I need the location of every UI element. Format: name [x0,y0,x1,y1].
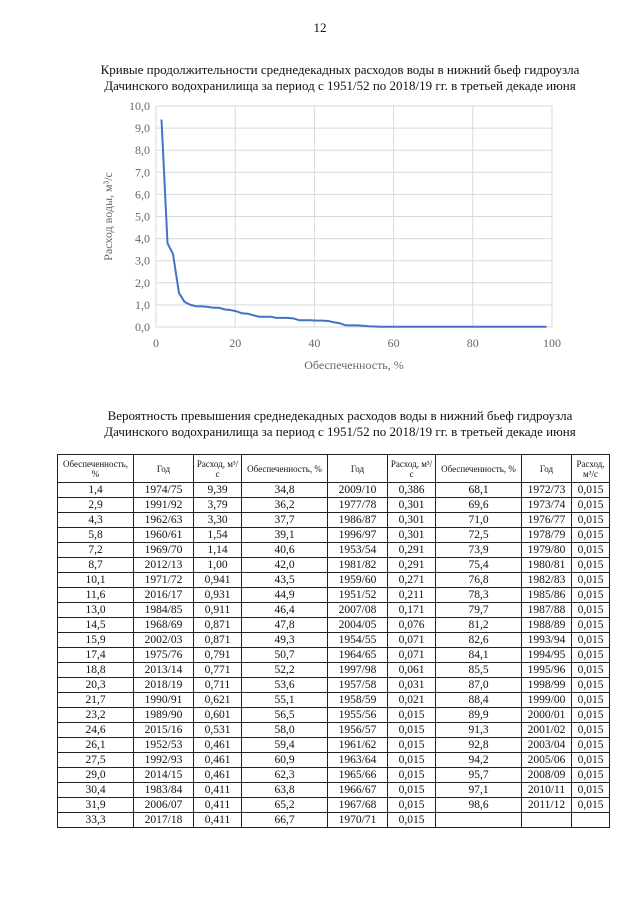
probability-cell: 17,4 [58,648,134,663]
header-probability: Обеспеченность, % [58,455,134,483]
flow-cell: 0,711 [194,678,242,693]
probability-cell: 50,7 [242,648,328,663]
flow-cell: 0,015 [572,498,610,513]
year-cell: 1956/57 [328,723,388,738]
probability-cell: 62,3 [242,768,328,783]
flow-cell: 0,015 [388,768,436,783]
y-tick-label: 9,0 [135,121,150,136]
year-cell: 1989/90 [134,708,194,723]
year-cell: 2015/16 [134,723,194,738]
flow-cell: 0,015 [572,723,610,738]
year-cell: 1978/79 [522,528,572,543]
year-cell: 1990/91 [134,693,194,708]
flow-cell: 0,301 [388,498,436,513]
year-cell: 1983/84 [134,783,194,798]
table-row [58,588,610,603]
table-row [58,768,610,783]
probability-cell: 5,8 [58,528,134,543]
probability-cell: 66,7 [242,813,328,828]
year-cell: 2007/08 [328,603,388,618]
flow-cell: 0,015 [572,798,610,813]
probability-cell [436,813,522,828]
probability-cell: 58,0 [242,723,328,738]
table-row [58,693,610,708]
year-cell: 2003/04 [522,738,572,753]
probability-cell: 89,9 [436,708,522,723]
table-row [58,573,610,588]
probability-table [57,454,610,828]
flow-cell: 3,79 [194,498,242,513]
y-tick-label: 1,0 [135,297,150,312]
year-cell: 1970/71 [328,813,388,828]
probability-cell: 95,7 [436,768,522,783]
year-cell: 2009/10 [328,483,388,498]
year-cell: 1998/99 [522,678,572,693]
probability-cell: 21,7 [58,693,134,708]
year-cell: 1961/62 [328,738,388,753]
year-cell: 2017/18 [134,813,194,828]
table-row [58,558,610,573]
probability-cell: 85,5 [436,663,522,678]
y-tick-label: 10,0 [129,99,150,113]
probability-cell: 39,1 [242,528,328,543]
flow-cell: 0,015 [388,798,436,813]
year-cell: 2010/11 [522,783,572,798]
probability-cell: 63,8 [242,783,328,798]
flow-cell: 0,015 [572,663,610,678]
year-cell: 2012/13 [134,558,194,573]
probability-cell: 29,0 [58,768,134,783]
probability-cell: 11,6 [58,588,134,603]
probability-cell: 91,3 [436,723,522,738]
year-cell: 1987/88 [522,603,572,618]
year-cell: 1965/66 [328,768,388,783]
probability-cell: 37,7 [242,513,328,528]
flow-cell: 0,211 [388,588,436,603]
page-number: 12 [313,20,327,35]
probability-cell: 36,2 [242,498,328,513]
table-title-line-2: Дачинского водохранилища за период с 1951/52 по 2018/19 гг. в третьей декаде июня [104,424,576,439]
probability-cell: 59,4 [242,738,328,753]
flow-cell: 0,015 [572,738,610,753]
year-cell: 2005/06 [522,753,572,768]
table-row [58,633,610,648]
flow-cell: 9,39 [194,483,242,498]
table-row [58,603,610,618]
probability-cell: 33,3 [58,813,134,828]
table-body [58,483,610,828]
flow-cell: 1,54 [194,528,242,543]
probability-cell: 71,0 [436,513,522,528]
year-cell: 1986/87 [328,513,388,528]
probability-cell: 42,0 [242,558,328,573]
x-tick-label: 40 [308,336,321,350]
probability-cell: 98,6 [436,798,522,813]
flow-cell: 0,601 [194,708,242,723]
flow-cell: 0,015 [388,753,436,768]
flow-cell: 0,015 [572,783,610,798]
flow-cell: 0,015 [572,558,610,573]
flow-cell: 0,871 [194,618,242,633]
y-tick-label: 3,0 [135,253,150,268]
probability-cell: 13,0 [58,603,134,618]
year-cell: 1962/63 [134,513,194,528]
table-row [58,513,610,528]
flow-cell: 0,015 [572,573,610,588]
probability-cell: 1,4 [58,483,134,498]
table-row [58,753,610,768]
table-row [58,723,610,738]
flow-cell: 0,015 [572,513,610,528]
table-row [58,483,610,498]
probability-cell: 44,9 [242,588,328,603]
flow-cell: 0,015 [572,618,610,633]
year-cell: 1984/85 [134,603,194,618]
flow-cell: 0,461 [194,738,242,753]
year-cell: 1967/68 [328,798,388,813]
year-cell: 1972/73 [522,483,572,498]
probability-cell: 94,2 [436,753,522,768]
flow-cell: 0,021 [388,693,436,708]
header-flow: Расход, м³/с [194,455,242,483]
probability-cell: 65,2 [242,798,328,813]
probability-cell: 49,3 [242,633,328,648]
year-cell: 1951/52 [328,588,388,603]
year-cell: 2002/03 [134,633,194,648]
probability-cell: 47,8 [242,618,328,633]
year-cell: 2004/05 [328,618,388,633]
flow-cell: 3,30 [194,513,242,528]
probability-cell: 68,1 [436,483,522,498]
year-cell: 1996/97 [328,528,388,543]
year-cell: 1999/00 [522,693,572,708]
x-tick-label: 60 [387,336,400,350]
flow-cell: 0,791 [194,648,242,663]
y-tick-label: 0,0 [135,320,150,334]
year-cell: 1985/86 [522,588,572,603]
year-cell: 1966/67 [328,783,388,798]
probability-cell: 23,2 [58,708,134,723]
year-cell: 2001/02 [522,723,572,738]
probability-cell: 14,5 [58,618,134,633]
probability-cell: 72,5 [436,528,522,543]
chart-title-line-2: Дачинского водохранилища за период с 1951/52 по 2018/19 гг. в третьей декаде июня [104,78,576,93]
probability-cell: 43,5 [242,573,328,588]
probability-cell: 81,2 [436,618,522,633]
flow-cell: 1,14 [194,543,242,558]
table-header-row [58,455,610,483]
year-cell: 1957/58 [328,678,388,693]
probability-cell: 8,7 [58,558,134,573]
probability-cell: 40,6 [242,543,328,558]
year-cell: 1964/65 [328,648,388,663]
x-axis-label: Обеспеченность, % [304,358,404,372]
flow-cell: 0,071 [388,648,436,663]
flow-cell: 0,621 [194,693,242,708]
probability-cell: 2,9 [58,498,134,513]
year-cell: 2000/01 [522,708,572,723]
year-cell: 1974/75 [134,483,194,498]
probability-cell: 92,8 [436,738,522,753]
probability-cell: 52,2 [242,663,328,678]
table-row [58,648,610,663]
probability-cell: 84,1 [436,648,522,663]
chart-title [40,62,640,94]
probability-cell: 7,2 [58,543,134,558]
probability-cell: 24,6 [58,723,134,738]
x-tick-label: 20 [229,336,242,350]
flow-cell: 0,911 [194,603,242,618]
flow-cell: 0,411 [194,798,242,813]
y-tick-label: 6,0 [135,187,150,202]
probability-cell: 27,5 [58,753,134,768]
flow-cell: 0,031 [388,678,436,693]
probability-cell: 4,3 [58,513,134,528]
table-row [58,798,610,813]
year-cell: 1991/92 [134,498,194,513]
flow-cell: 0,531 [194,723,242,738]
probability-cell: 79,7 [436,603,522,618]
flow-cell: 0,931 [194,588,242,603]
flow-cell: 0,071 [388,633,436,648]
probability-cell: 53,6 [242,678,328,693]
flow-cell: 0,015 [572,693,610,708]
table-row [58,738,610,753]
year-cell: 1971/72 [134,573,194,588]
probability-cell: 73,9 [436,543,522,558]
duration-curve-chart [96,96,596,374]
header-probability: Обеспеченность, % [436,455,522,483]
probability-cell: 55,1 [242,693,328,708]
table-row [58,813,610,828]
flow-cell: 0,015 [388,723,436,738]
year-cell: 1975/76 [134,648,194,663]
flow-cell [572,813,610,828]
probability-cell: 97,1 [436,783,522,798]
flow-cell: 0,171 [388,603,436,618]
flow-cell: 0,015 [572,768,610,783]
year-cell: 2013/14 [134,663,194,678]
probability-cell: 10,1 [58,573,134,588]
probability-cell: 78,3 [436,588,522,603]
flow-cell: 0,015 [388,738,436,753]
table-row [58,708,610,723]
flow-cell: 0,015 [388,708,436,723]
flow-cell: 0,015 [388,813,436,828]
year-cell: 2008/09 [522,768,572,783]
probability-cell: 15,9 [58,633,134,648]
flow-cell: 0,015 [572,753,610,768]
table-row [58,543,610,558]
probability-cell: 82,6 [436,633,522,648]
probability-cell: 31,9 [58,798,134,813]
flow-cell: 0,271 [388,573,436,588]
flow-cell: 0,301 [388,528,436,543]
probability-cell: 69,6 [436,498,522,513]
probability-cell: 87,0 [436,678,522,693]
y-axis-label: Расход воды, м³/с [101,172,115,261]
chart-title-line-1: Кривые продолжительности среднедекадных расходов воды в нижний бьеф гидроузла [100,62,580,77]
year-cell: 2016/17 [134,588,194,603]
year-cell: 1954/55 [328,633,388,648]
flow-cell: 0,301 [388,513,436,528]
probability-cell: 30,4 [58,783,134,798]
header-flow: Расход, м³/с [388,455,436,483]
flow-cell: 0,076 [388,618,436,633]
flow-cell: 0,411 [194,783,242,798]
year-cell: 1969/70 [134,543,194,558]
flow-cell: 0,015 [572,543,610,558]
flow-cell: 0,771 [194,663,242,678]
probability-cell: 60,9 [242,753,328,768]
flow-cell: 0,015 [388,783,436,798]
year-cell: 2006/07 [134,798,194,813]
probability-cell: 76,8 [436,573,522,588]
flow-cell: 1,00 [194,558,242,573]
flow-cell: 0,015 [572,528,610,543]
year-cell: 2011/12 [522,798,572,813]
table-title-line-1: Вероятность превышения среднедекадных расходов воды в нижний бьеф гидроузла [107,408,573,423]
year-cell: 1976/77 [522,513,572,528]
flow-cell: 0,386 [388,483,436,498]
year-cell [522,813,572,828]
flow-cell: 0,015 [572,678,610,693]
year-cell: 2014/15 [134,768,194,783]
year-cell: 2018/19 [134,678,194,693]
header-year: Год [134,455,194,483]
x-tick-label: 0 [153,336,159,350]
table-row [58,498,610,513]
year-cell: 1988/89 [522,618,572,633]
header-year: Год [522,455,572,483]
table-title [40,408,640,440]
year-cell: 1959/60 [328,573,388,588]
table-row [58,528,610,543]
table-row [58,663,610,678]
year-cell: 1982/83 [522,573,572,588]
year-cell: 1980/81 [522,558,572,573]
probability-cell: 34,8 [242,483,328,498]
y-tick-label: 5,0 [135,209,150,224]
year-cell: 1977/78 [328,498,388,513]
flow-cell: 0,015 [572,648,610,663]
year-cell: 1963/64 [328,753,388,768]
year-cell: 1955/56 [328,708,388,723]
year-cell: 1995/96 [522,663,572,678]
x-tick-label: 80 [466,336,479,350]
probability-cell: 26,1 [58,738,134,753]
year-cell: 1953/54 [328,543,388,558]
flow-cell: 0,291 [388,543,436,558]
header-year: Год [328,455,388,483]
y-tick-label: 7,0 [135,165,150,180]
y-tick-label: 2,0 [135,275,150,290]
year-cell: 1994/95 [522,648,572,663]
probability-cell: 75,4 [436,558,522,573]
flow-cell: 0,291 [388,558,436,573]
y-tick-label: 8,0 [135,143,150,158]
probability-cell: 46,4 [242,603,328,618]
year-cell: 1952/53 [134,738,194,753]
year-cell: 1968/69 [134,618,194,633]
year-cell: 1992/93 [134,753,194,768]
probability-cell: 88,4 [436,693,522,708]
flow-cell: 0,411 [194,813,242,828]
year-cell: 1958/59 [328,693,388,708]
probability-cell: 20,3 [58,678,134,693]
header-probability: Обеспеченность, % [242,455,328,483]
year-cell: 1997/98 [328,663,388,678]
flow-cell: 0,015 [572,603,610,618]
year-cell: 1960/61 [134,528,194,543]
flow-cell: 0,061 [388,663,436,678]
y-tick-label: 4,0 [135,231,150,246]
year-cell: 1981/82 [328,558,388,573]
year-cell: 1979/80 [522,543,572,558]
year-cell: 1993/94 [522,633,572,648]
year-cell: 1973/74 [522,498,572,513]
flow-cell: 0,015 [572,633,610,648]
table-row [58,783,610,798]
flow-cell: 0,941 [194,573,242,588]
header-flow: Расход, м³/с [572,455,610,483]
flow-cell: 0,015 [572,708,610,723]
flow-cell: 0,871 [194,633,242,648]
flow-cell: 0,461 [194,768,242,783]
flow-cell: 0,015 [572,588,610,603]
probability-cell: 18,8 [58,663,134,678]
table-row [58,678,610,693]
probability-cell: 56,5 [242,708,328,723]
x-tick-label: 100 [543,336,561,350]
table-row [58,618,610,633]
flow-cell: 0,015 [572,483,610,498]
flow-cell: 0,461 [194,753,242,768]
